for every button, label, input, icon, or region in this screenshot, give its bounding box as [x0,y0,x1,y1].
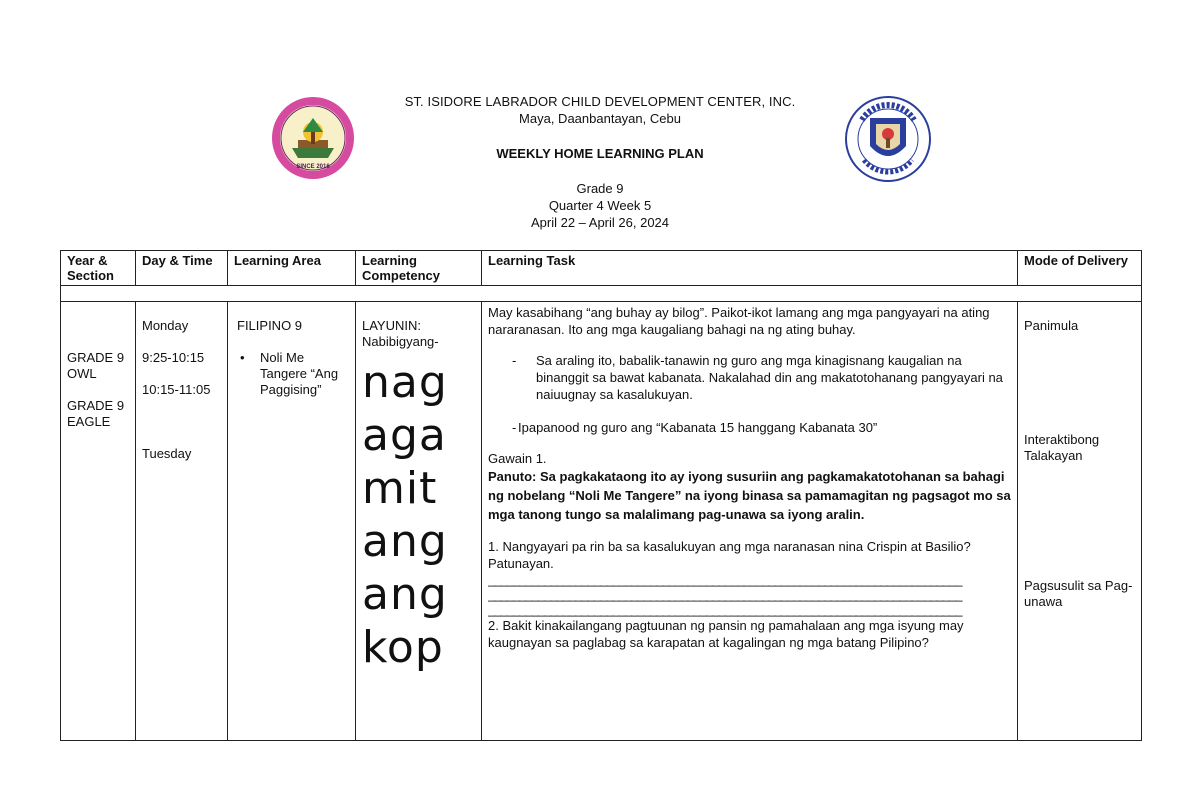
section-eagle: GRADE 9 EAGLE [67,398,125,429]
spacer-row [61,286,1142,302]
header-learning-competency: Learning Competency [356,251,482,286]
header-learning-area: Learning Area [228,251,356,286]
school-seal-logo [270,96,356,180]
grade-level: Grade 9 [576,181,624,196]
time-slot-2: 10:15-11:05 [142,382,211,397]
task-bullet-text: Ipapanood ng guro ang “Kabanata 15 hanggang Kabanata 30” [518,420,878,435]
learning-plan-table [60,250,1142,741]
learning-task-cell [482,302,1018,741]
year-section-cell [61,302,136,741]
quarter-week: Quarter 4 Week 5 [548,198,652,213]
dash-marker: - [512,420,517,435]
question-2: 2. Bakit kinakailangang pagtuunan ng pansin ng pamahalaan ang mga isyung may kaugnayan sa paglabag sa karapatan at kagalingan ng mga batang Pilipino? [488,618,964,650]
mode-interaktibong-talakayan: Interaktibong Talakayan [1024,432,1100,463]
school-name: ST. ISIDORE LABRADOR CHILD DEVELOPMENT CENTER, INC. [404,94,796,109]
header-year-section: Year & Section [61,251,136,286]
subject-name: FILIPINO 9 [237,318,303,333]
table-row [61,302,1142,741]
day-time-cell [136,302,228,741]
header-day-time: Day & Time [136,251,228,286]
answer-line: ____________________________________________________________________________ [488,587,962,602]
big-word: ang [362,569,448,620]
topic-list [234,350,349,398]
competency-big-text [362,356,475,674]
answer-line: ____________________________________________________________________________ [488,602,962,617]
answer-line: ____________________________________________________________________________ [488,572,962,587]
document-header [380,93,820,231]
header-mode-of-delivery: Mode of Delivery [1018,251,1142,286]
spacer-cell [61,286,1142,302]
school-address: Maya, Daanbantayan, Cebu [519,111,681,126]
activity-instructions: Panuto: Sa pagkakataong ito ay iyong susuriin ang pagkamakatotohanan sa bahagi ng nobelang “Noli Me Tangere” na iyong binasa sa pamamagitan ng pagsagot mo sa mga tanong tungo sa malalimang pag-unawa sa iyong aralin. [488,469,1011,522]
big-word: nag [362,357,448,408]
list-item: • Noli Me Tangere “Ang Paggising” [260,350,349,398]
question-1: 1. Nangyayari pa rin ba sa kasalukuyan ang mga naranasan nina Crispin at Basilio? Patunayan. [488,539,971,571]
competency-intro: Nabibigyang- [362,334,439,349]
date-range: April 22 – April 26, 2024 [530,215,670,230]
competency-label: LAYUNIN: [362,318,421,333]
task-bullet-text: Sa araling ito, babalik-tanawin ng guro ang mga kinagisnang kaugalian na binanggit sa bawat kabanata. Nakalahad din ang makatotohanang pangyayari na naiuugnay sa kasalukuyan. [536,353,1003,402]
mode-panimula: Panimula [1024,318,1079,333]
svg-text:SINCE 2016: SINCE 2016 [296,164,330,170]
big-word: mit [362,463,438,514]
mode-of-delivery-cell [1018,302,1142,741]
task-bullet [488,352,1011,403]
activity-title: Gawain 1. [488,451,547,466]
header-learning-task: Learning Task [482,251,1018,286]
day-tuesday: Tuesday [142,446,192,461]
time-slot-1: 9:25-10:15 [142,350,205,365]
deped-seal-logo [840,96,936,182]
section-owl: GRADE 9 OWL [67,350,125,381]
big-word: kop [362,622,444,673]
learning-area-cell [228,302,356,741]
task-bullet [488,419,1011,436]
learning-competency-cell [356,302,482,741]
dash-marker: - [512,353,517,368]
day-monday: Monday [142,318,189,333]
big-word: aga [362,410,447,461]
big-word: ang [362,516,448,567]
table-header-row [61,251,1142,286]
plan-title: WEEKLY HOME LEARNING PLAN [496,146,704,161]
mode-pagsusulit: Pagsusulit sa Pag-unawa [1024,578,1133,609]
task-intro: May kasabihang “ang buhay ay bilog”. Paikot-ikot lamang ang mga pangyayari na ating nararanasan. Ito ang mga kaugaliang bahagi na ng ating buhay. [488,305,990,337]
